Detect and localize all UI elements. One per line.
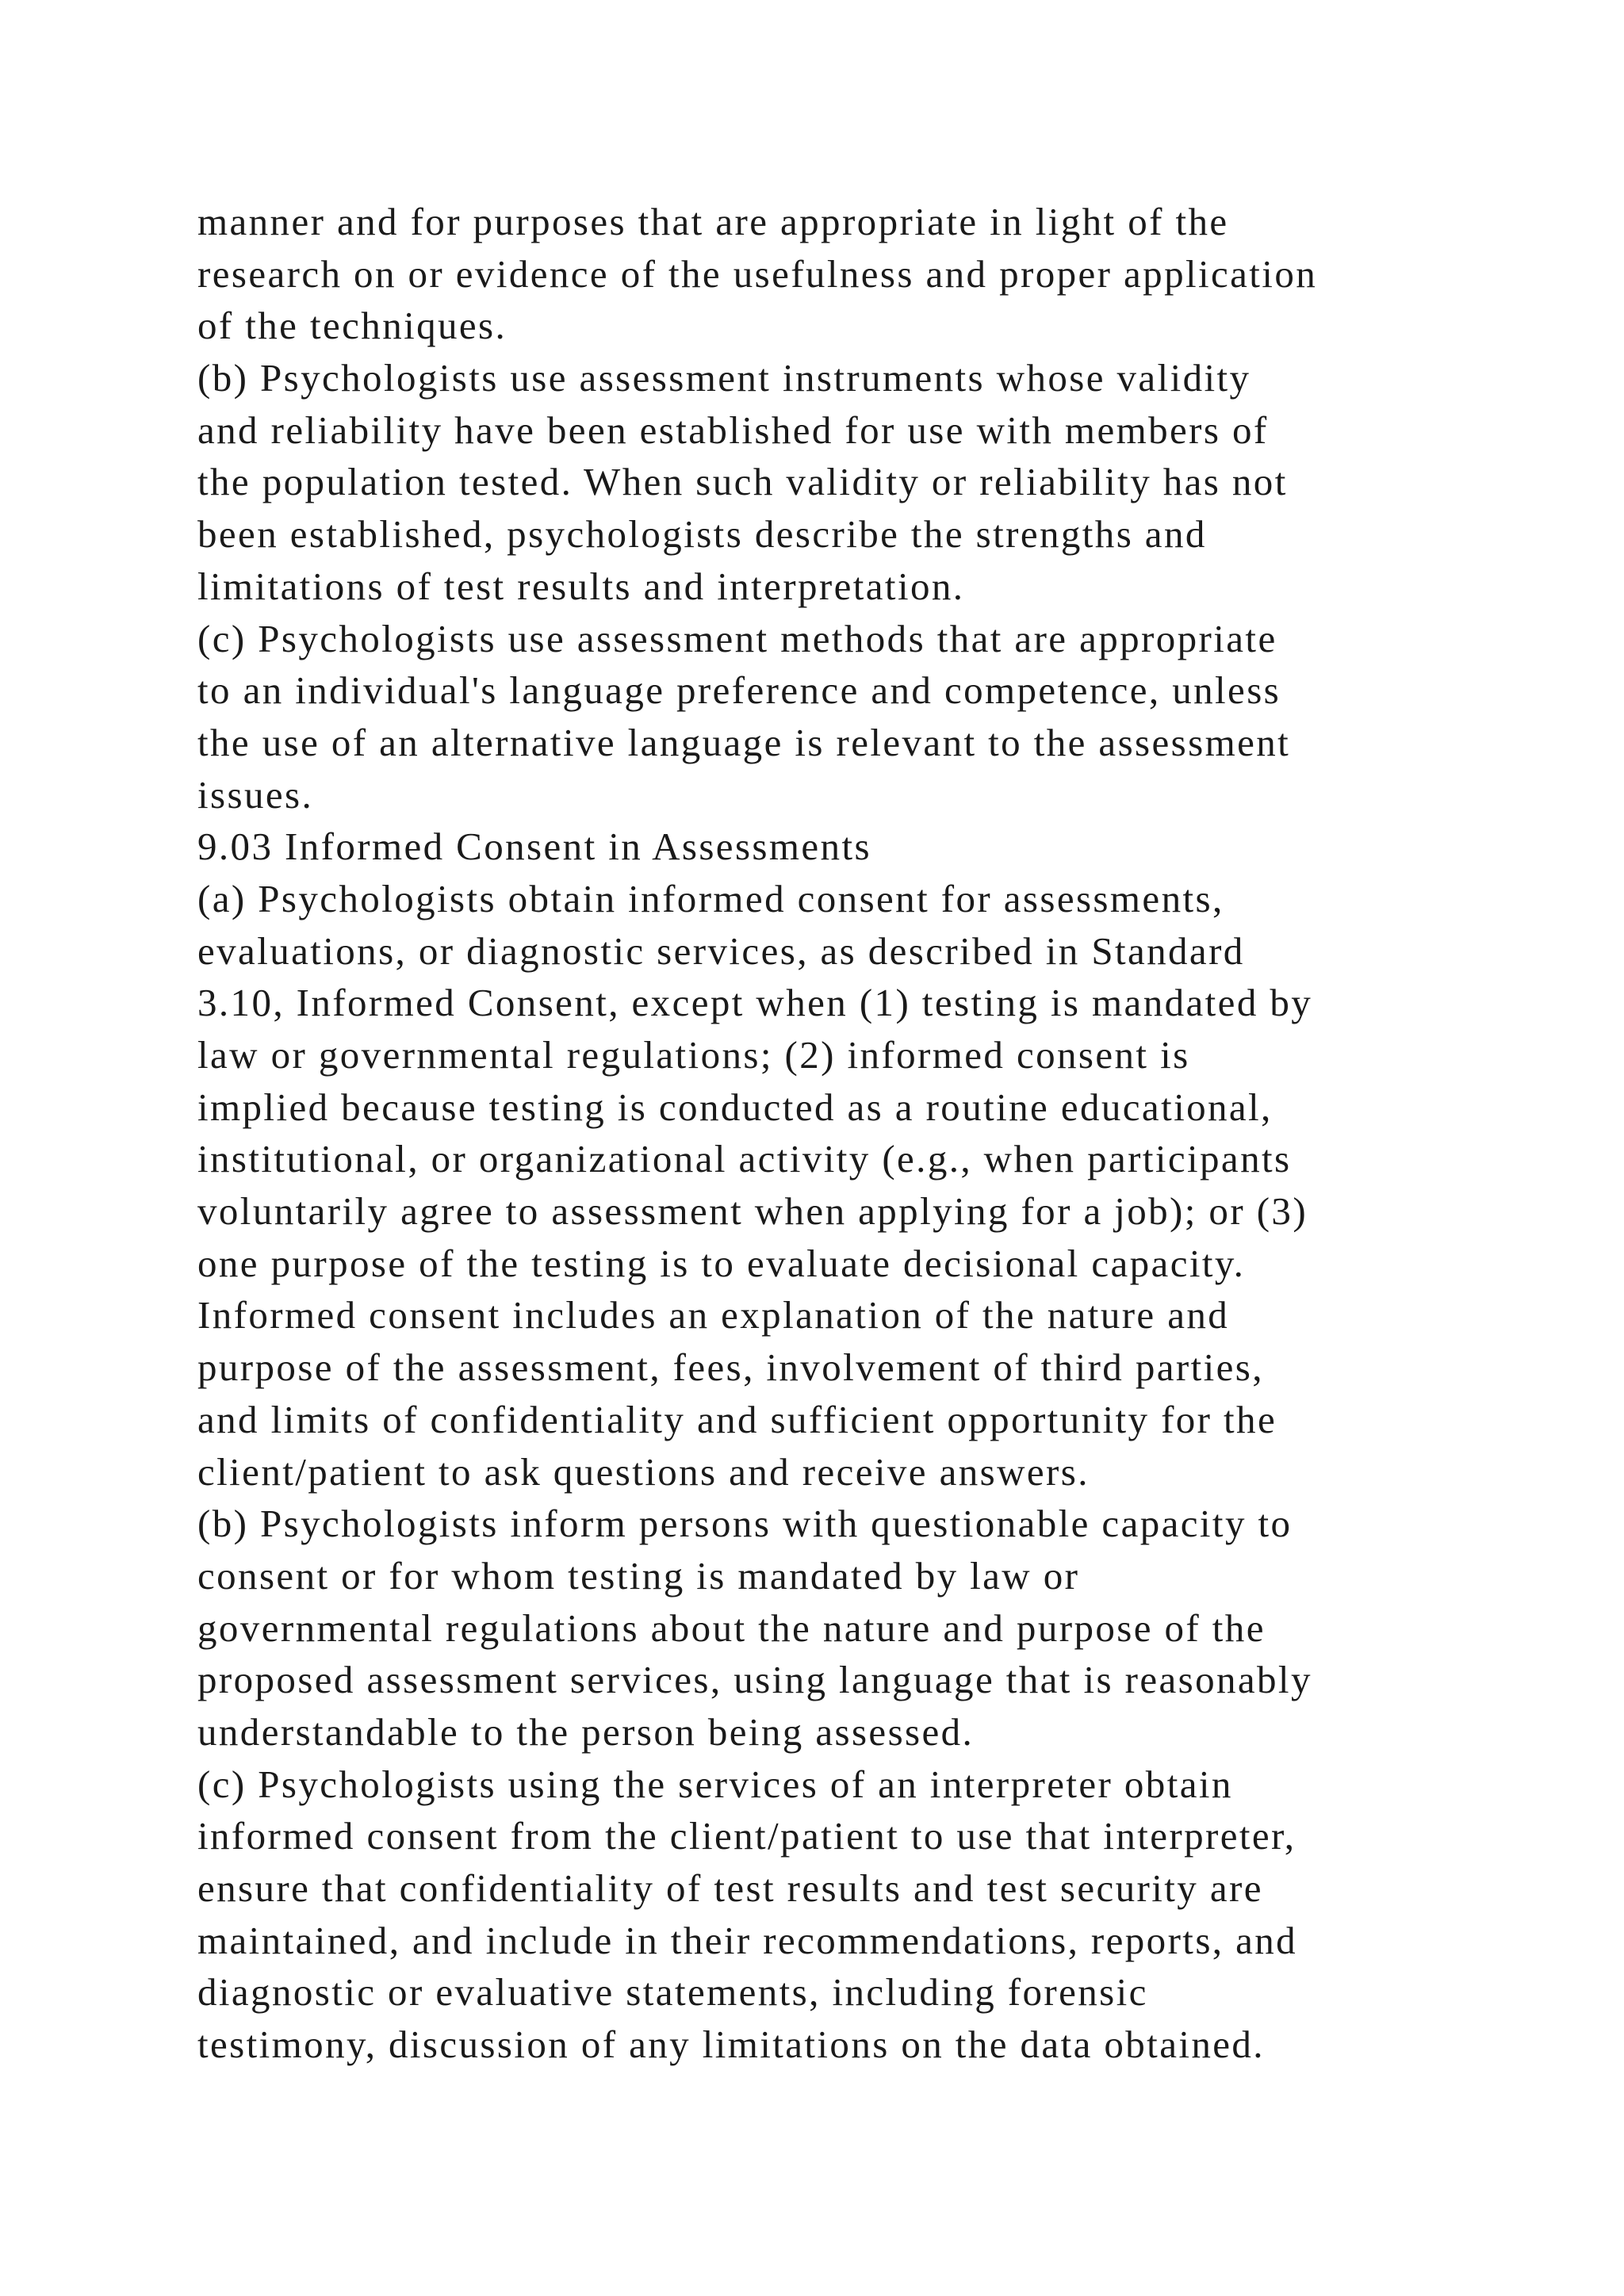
text-line: Informed consent includes an explanation of the nature and — [197, 1293, 1230, 1337]
text-line: client/patient to ask questions and receive answers. — [197, 1449, 1090, 1494]
text-line: been established, psychologists describe the strengths and — [197, 512, 1207, 557]
text-line: diagnostic or evaluative statements, including forensic — [197, 1970, 1148, 2015]
text-line: and limits of confidentiality and sufficient opportunity for the — [197, 1397, 1277, 1441]
text-line: voluntarily agree to assessment when applying for a job); or (3) — [197, 1189, 1308, 1234]
text-line: (b) Psychologists inform persons with questionable capacity to — [197, 1502, 1293, 1546]
text-line: law or governmental regulations; (2) informed consent is — [197, 1033, 1190, 1077]
section-heading: 9.03 Informed Consent in Assessments — [197, 825, 871, 869]
text-line: consent or for whom testing is mandated by law or — [197, 1553, 1080, 1598]
text-line: purpose of the assessment, fees, involvement of third parties, — [197, 1345, 1264, 1390]
text-line: and reliability have been established for use with members of — [197, 408, 1269, 452]
text-line: implied because testing is conducted as a routine educational, — [197, 1085, 1273, 1129]
text-line: ensure that confidentiality of test results and test security are — [197, 1866, 1263, 1910]
text-line: 3.10, Informed Consent, except when (1) testing is mandated by — [197, 981, 1313, 1025]
body-text — [197, 196, 1506, 2071]
text-line: maintained, and include in their recommendations, reports, and — [197, 1918, 1298, 1962]
text-line: institutional, or organizational activity (e.g., when participants — [197, 1137, 1292, 1181]
text-line: proposed assessment services, using language that is reasonably — [197, 1658, 1312, 1702]
text-line: limitations of test results and interpretation. — [197, 564, 965, 608]
text-line: evaluations, or diagnostic services, as described in Standard — [197, 928, 1245, 973]
text-line: the population tested. When such validity or reliability has not — [197, 460, 1288, 504]
text-line: governmental regulations about the nature and purpose of the — [197, 1605, 1266, 1650]
text-line: (c) Psychologists use assessment methods that are appropriate — [197, 616, 1277, 660]
text-line: understandable to the person being assessed. — [197, 1709, 975, 1754]
text-line: informed consent from the client/patient to use that interpreter, — [197, 1814, 1297, 1858]
text-line: to an individual's language preference and competence, unless — [197, 668, 1281, 713]
text-line: (b) Psychologists use assessment instruments whose validity — [197, 356, 1251, 400]
text-line: of the techniques. — [197, 304, 508, 348]
text-line: the use of an alternative language is relevant to the assessment — [197, 720, 1291, 764]
text-line: issues. — [197, 772, 314, 817]
text-line: testimony, discussion of any limitations on the data obtained. — [197, 2022, 1265, 2067]
text-line: research on or evidence of the usefulness and proper application — [197, 251, 1318, 296]
text-line: manner and for purposes that are appropriate in light of the — [197, 200, 1229, 243]
text-line: one purpose of the testing is to evaluate decisional capacity. — [197, 1241, 1246, 1285]
text-line: (c) Psychologists using the services of an interpreter obtain — [197, 1762, 1233, 1806]
text-line: (a) Psychologists obtain informed consent for assessments, — [197, 876, 1224, 920]
